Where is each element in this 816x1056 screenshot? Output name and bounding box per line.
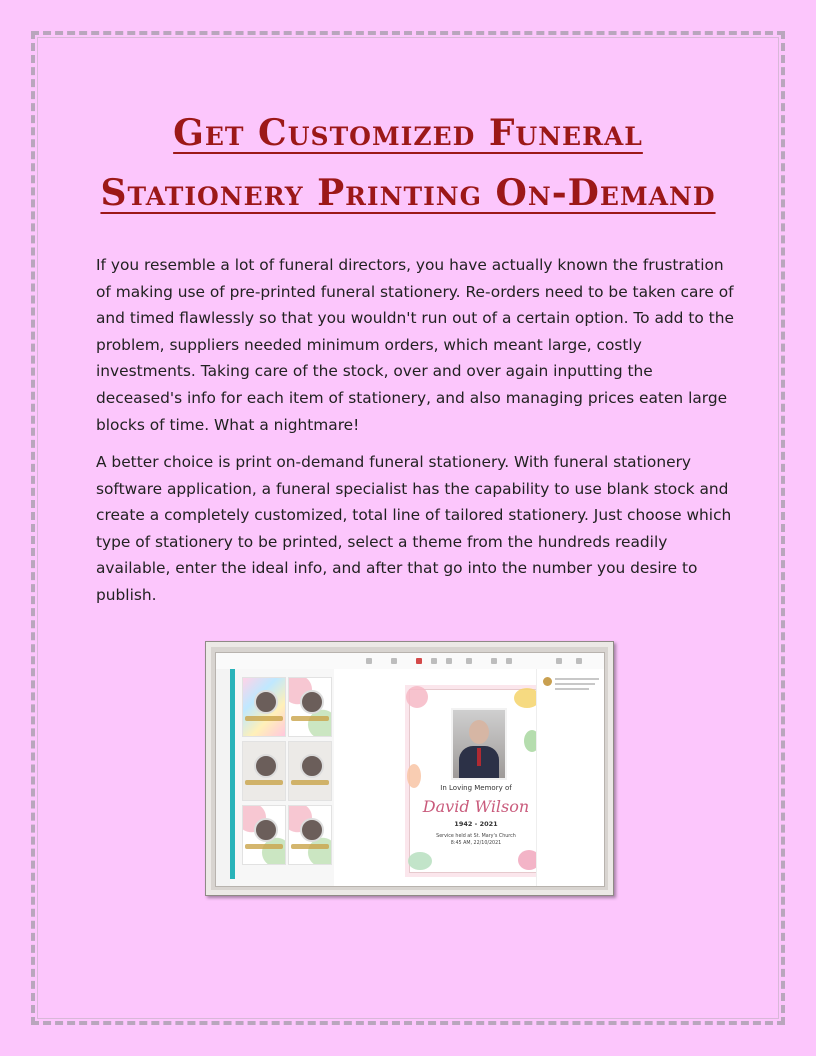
card-years: 1942 - 2021 xyxy=(454,820,498,828)
avatar xyxy=(543,677,552,686)
editor-toolbar xyxy=(216,653,604,670)
theme-thumbnails-panel xyxy=(230,669,335,886)
flower-decoration xyxy=(408,852,432,870)
theme-thumbnail xyxy=(242,805,286,865)
toolbar-color-icon xyxy=(416,658,422,664)
theme-thumbnail xyxy=(288,805,332,865)
paragraph-1: If you resemble a lot of funeral directors, you have actually known the frustration of making use of pre-printed funeral stationery. Re-orders need to be taken care of and timed flawlessly so that you wouldn't run out of a certain option. To add to the problem, suppliers needed minimum orders, which meant large, costly investments. Taking care of the stock, over and over again inputting the deceased's info for each item of stationery, and also managing prices eaten large blocks of time. What a nightmare! xyxy=(96,256,734,434)
paragraph-2: A better choice is print on-demand funeral stationery. With funeral stationery software application, a funeral specialist has the capability to use blank stock and create a completely customized, total line of tailored stationery. Just choose which type of stationery to be printed, select a theme from the hundreds readily available, enter the ideal info, and after that go into the number you desire to publish. xyxy=(96,453,732,604)
toolbar-grid-icon xyxy=(506,658,512,664)
theme-thumbnail xyxy=(288,677,332,737)
toolbar-undo-icon xyxy=(366,658,372,664)
page-title xyxy=(60,103,756,223)
title-line-2: Stationery Printing On-Demand xyxy=(100,172,716,214)
card-service-line-1: Service held at St. Mary's Church xyxy=(436,834,516,839)
flower-decoration xyxy=(406,686,428,708)
editor-sidebar xyxy=(216,669,231,886)
title-line-1: Get Customized Funeral xyxy=(173,112,643,154)
panel-accent-bar xyxy=(230,669,235,879)
toolbar-text-icon xyxy=(431,658,437,664)
portrait-photo xyxy=(451,708,507,780)
toolbar-image-icon xyxy=(491,658,497,664)
comments-panel xyxy=(536,669,604,886)
card-memory-line: In Loving Memory of xyxy=(440,784,512,792)
toolbar-print-icon xyxy=(576,658,582,664)
software-screenshot-figure xyxy=(205,641,614,896)
card-name: David Wilson xyxy=(422,797,530,816)
theme-thumbnail xyxy=(242,677,286,737)
theme-thumbnail xyxy=(242,741,286,801)
design-canvas xyxy=(334,669,536,886)
card-service xyxy=(410,833,542,847)
toolbar-share-icon xyxy=(556,658,562,664)
toolbar-layers-icon xyxy=(466,658,472,664)
theme-thumbnail xyxy=(288,741,332,801)
toolbar-redo-icon xyxy=(391,658,397,664)
memorial-card-preview xyxy=(409,689,543,873)
card-service-line-2: 8:45 AM, 22/10/2021 xyxy=(450,841,502,846)
editor-screen xyxy=(216,653,604,886)
toolbar-align-icon xyxy=(446,658,452,664)
